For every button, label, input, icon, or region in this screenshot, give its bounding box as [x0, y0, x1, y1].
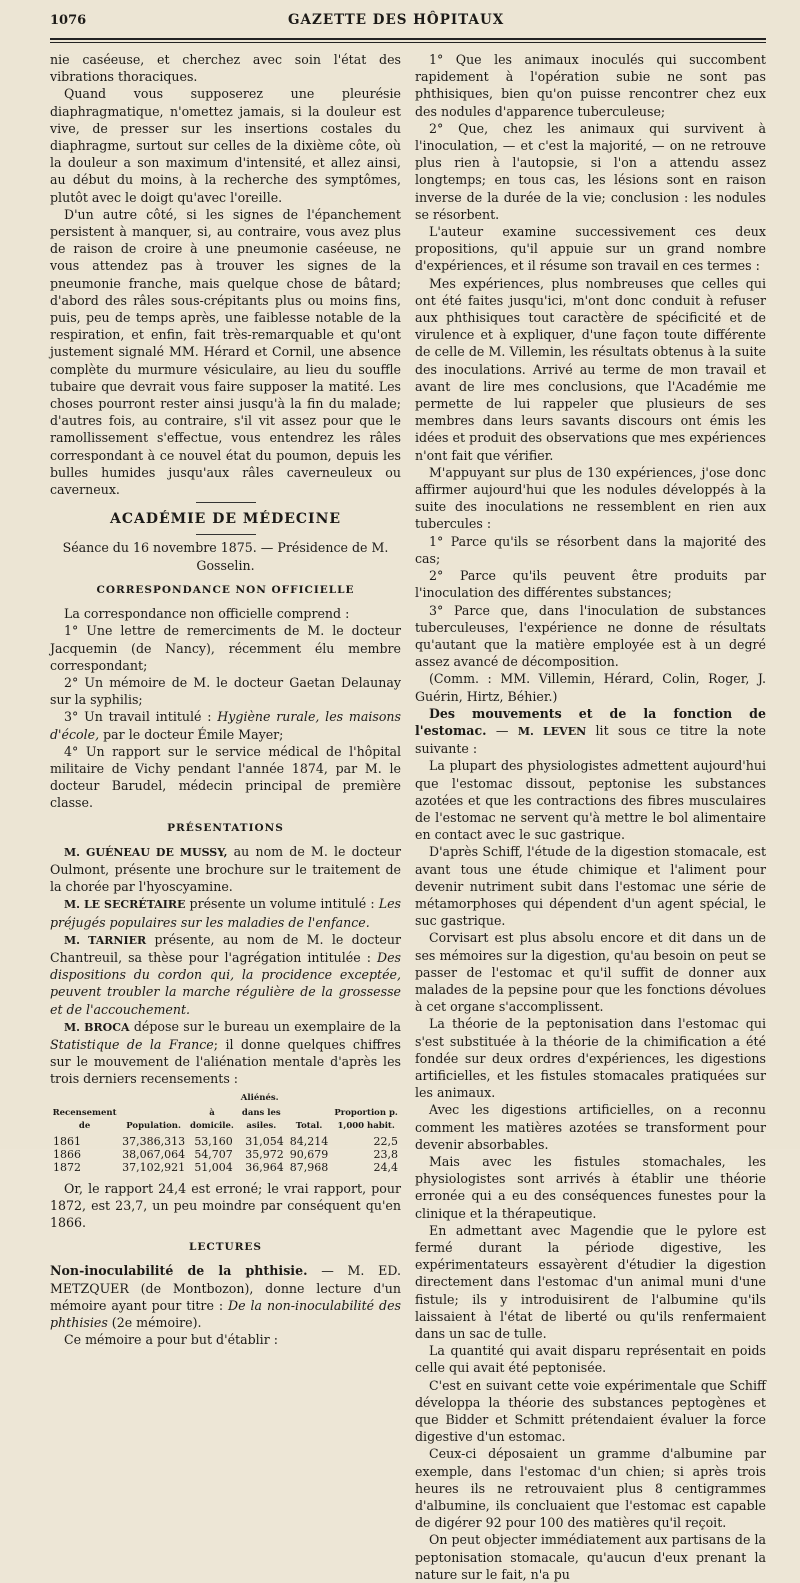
paragraph: La quantité qui avait disparu représentait en poids celle qui avait été peptonisée.: [415, 1343, 766, 1376]
paragraph: Mes expériences, plus nombreuses que celles qui ont été faites jusqu'ici, m'ont donc conduit à refuser aux phthisiques tout caractère de spécificité et de virulence et à expliquer, d'une façon toute différente de celle de M. Villemin, les résultats obtenus à la suite des inoculations. Arrivé au terme de mon travail et avant de lire mes conclusions, que l'Académie me permette de lui rappeler que plusieurs de ses membres dans leurs savants discours ont émis les idées et produit des observations que mes expériences n'ont fait que vérifier.: [415, 275, 766, 463]
list-item: 1° Une lettre de remerciments de M. le docteur Jacquemin (de Nancy), récemment élu membre correspondant;: [50, 623, 401, 673]
paragraph: M. GUÉNEAU DE MUSSY, au nom de M. le docteur Oulmont, présente une brochure sur le traitement de la chorée par l'hyoscyamine.: [50, 843, 401, 895]
paragraph: D'un autre côté, si les signes de l'épanchement persistent à manquer, si, au contraire, vous avez plus de raison de croire à une pneumonie caséeuse, ne vous attendez pas à trouver les signes de la pneumonie franche, mais quelque chose de bâtard; d'abord des râles sous-crépitants plus ou moins fins, puis, peu de temps après, une faiblesse notable de la respiration, et enfin, fait très-remarquable et qu'ont justement signalé MM. Hérard et Cornil, une absence complète du murmure vésiculaire, au lieu du souffle tubaire que devrait vous faire supposer la matité. Les choses pourront rester ainsi jusqu'à la fin du malade; d'autres fois, au contraire, s'il vit assez pour que le ramollissement s'effectue, vous entendrez les râles correspondant à ce nouvel état du poumon, depuis les bulles humides jusqu'aux râles caverneuleux ou caverneux.: [50, 206, 401, 498]
paragraph: M'appuyant sur plus de 130 expériences, j'ose donc affirmer aujourd'hui que les nodules développés à la suite des inoculations ne ressemblent en rien aux tubercules :: [415, 464, 766, 532]
paragraph: C'est en suivant cette voie expérimentale que Schiff développa la théorie des substances peptogènes et que Bidder et Schmitt prétendaient évaluer la force digestive d'un estomac.: [415, 1377, 766, 1445]
paragraph: Des mouvements et de la fonction de l'estomac. — M. LEVEN lit sous ce titre la note suivante :: [415, 705, 766, 757]
paragraph: Ceux-ci déposaient un gramme d'albumine par exemple, dans l'estomac d'un chien; si après trois heures ils ne retrouvaient plus 8 centigrammes d'albumine, ils concluaient que l'estomac est capable de digérer 92 pour 100 des matières qu'il reçoit.: [415, 1446, 766, 1531]
speaker-name: M. LE SECRÉTAIRE: [64, 898, 186, 912]
work-title: Les préjugés populaires sur les maladies de l'enfance.: [50, 896, 402, 930]
paragraph: nie caséeuse, et cherchez avec soin l'état des vibrations thoraciques.: [50, 52, 401, 85]
paragraph: Avec les digestions artificielles, on a reconnu comment les matières azotées se transforment pour devenir absorbables.: [415, 1102, 766, 1152]
paragraph: L'auteur examine successivement ces deux propositions, qu'il appuie sur un grand nombre d'expériences, et il résume son travail en ces termes :: [415, 224, 766, 274]
page-number: 1076: [50, 13, 87, 28]
subsection-title-presentations: PRÉSENTATIONS: [167, 821, 284, 834]
speaker-name: M. LEVEN: [517, 724, 587, 738]
table-row: 1872 37,102,921 51,004 36,964 87,968 24,4: [53, 1160, 398, 1174]
work-title: Des dispositions du cordon qui, la procidence exceptée, peuvent troubler la marche régulière de la grossesse et de l'accouchement.: [50, 949, 401, 1017]
article-title: Non-inoculabilité de la phthisie.: [50, 1263, 308, 1279]
paragraph: En admettant avec Magendie que le pylore est fermé durant la période digestive, les expérimentateurs essayèrent d'étudier la digestion directement dans l'estomac d'un animal muni d'une fistule; ils y introduisirent de l'albumine qu'ils laissaient à l'état de liberté ou qu'ils renfermaient dans un sac de tulle.: [415, 1222, 766, 1342]
paragraph: Corvisart est plus absolu encore et dit dans un de ses mémoires sur la digestion, qu'au besoin on peut se passer de l'estomac et qu'il suffit de donner aux malades de la pepsine pour que les fonctions dévolues à cet organe s'accomplissent.: [415, 930, 766, 1015]
census-table: [50, 1092, 401, 1174]
paragraph: La théorie de la peptonisation dans l'estomac qui s'est substituée à la théorie de la chimification a été fondée sur deux ordres d'expériences, les digestions artificielles, et les fistules stomacales pratiquées sur les animaux.: [415, 1016, 766, 1101]
paragraph: Ce mémoire a pour but d'établir :: [64, 1332, 278, 1348]
work-title: De la non-inoculabilité des phthisies: [50, 1297, 401, 1330]
list-item: 1° Que les animaux inoculés qui succombent rapidement à l'opération subie ne sont pas phthisiques, bien qu'on puisse rencontrer chez eux des nodules d'apparence tuberculeuse;: [415, 52, 766, 119]
list-item: 3° Un travail intitulé : Hygiène rurale, les maisons d'école, par le docteur Émile Mayer;: [50, 709, 401, 742]
column-header: Recensement de: [52, 1107, 117, 1131]
speaker-name: M. GUÉNEAU DE MUSSY,: [64, 845, 228, 859]
aliens-group-label: Aliénés.: [240, 1092, 279, 1103]
column-header: à domicile.: [190, 1107, 234, 1131]
text-columns: [50, 51, 766, 1583]
paragraph: Quand vous supposerez une pleurésie diaphragmatique, n'omettez jamais, si la douleur est vive, de presser sur les insertions costales du diaphragme, surtout sur celles de la dixième côte, où la douleur a son maximum d'intensité, et allez ainsi, au début du moins, à la recherche des symptômes, plutôt avec le doigt qu'avec l'oreille.: [50, 86, 401, 205]
table-row: 1866 38,067,064 54,707 35,972 90,679 23,8: [53, 1147, 398, 1161]
divider: [196, 502, 256, 503]
section-title-academie: ACADÉMIE DE MÉDECINE: [109, 511, 342, 528]
paragraph: (Comm. : MM. Villemin, Hérard, Colin, Roger, J. Guérin, Hirtz, Béhier.): [415, 671, 766, 704]
left-column: [50, 51, 401, 1583]
newspaper-title: GAZETTE DES HÔPITAUX: [287, 12, 505, 28]
paragraph: Or, le rapport 24,4 est erroné; le vrai rapport, pour 1872, est 23,7, un peu moindre par conséquent qu'en 1866.: [50, 1180, 401, 1230]
paragraph: M. LE SECRÉTAIRE présente un volume intitulé : Les préjugés populaires sur les maladies de l'enfance.: [50, 896, 402, 930]
right-column: [415, 51, 766, 1583]
column-header: Total.: [295, 1120, 323, 1131]
paragraph: La plupart des physiologistes admettent aujourd'hui que l'estomac dissout, peptonise les substances azotées et que les contractions des fibres musculaires de l'estomac ne servent qu'à mettre le bol alimentaire en contact avec le suc gastrique.: [415, 758, 766, 843]
subsection-title-lectures: LECTURES: [188, 1241, 263, 1254]
list-item: 2° Que, chez les animaux qui survivent à l'inoculation, — et c'est la majorité, — on ne retrouve plus rien à l'autopsie, si l'on a attendu assez longtemps; en tous cas, les lésions sont en raison inverse de la durée de la vie; conclusion : les nodules se résorbent.: [415, 120, 766, 222]
seance-line: Séance du 16 novembre 1875. — Présidence de M. Gosselin.: [62, 540, 389, 573]
paragraph: La correspondance non officielle comprend :: [64, 606, 350, 622]
paragraph: Non-inoculabilité de la phthisie. — M. ED. METZQUER (de Montbozon), donne lecture d'un mémoire ayant pour titre : De la non-inoculabilité des phthisies (2e mémoire).: [50, 1263, 401, 1330]
paragraph: M. BROCA dépose sur le bureau un exemplaire de la Statistique de la France; il donne quelques chiffres sur le mouvement de l'aliénation mentale d'après les trois derniers recensements :: [50, 1018, 401, 1087]
paragraph: D'après Schiff, l'étude de la digestion stomacale, est avant tous une étude chimique et l'aliment pour devenir nutriment subit dans l'estomac une série de métamorphoses qui dépendent d'un agent spécial, le suc gastrique.: [415, 844, 766, 929]
column-header: Proportion p. 1,000 habit.: [334, 1107, 398, 1131]
speaker-name: M. BROCA: [64, 1020, 130, 1034]
list-item: 2° Un mémoire de M. le docteur Gaetan Delaunay sur la syphilis;: [50, 674, 401, 708]
list-item: 1° Parce qu'ils se résorbent dans la majorité des cas;: [415, 533, 766, 566]
divider: [196, 534, 256, 535]
paragraph: M. TARNIER présente, au nom de M. le docteur Chantreuil, sa thèse pour l'agrégation intitulée : Des dispositions du cordon qui, la procidence exceptée, peuvent troubler la marche régulière de la grossesse et de l'accouchement.: [50, 931, 402, 1017]
paragraph: Mais avec les fistules stomachales, les physiologistes sont arrivés à établir une théorie erronée qui a eu des conséquences funestes pour la clinique et la thérapeutique.: [415, 1154, 766, 1221]
column-header: dans les asiles.: [241, 1107, 281, 1131]
page-header: [50, 12, 766, 32]
column-header: Population.: [126, 1120, 181, 1131]
header-rule: [50, 38, 766, 43]
paragraph: On peut objecter immédiatement aux partisans de la peptonisation stomacale, qu'aucun d'eux prenant la nature sur le fait, n'a pu: [415, 1532, 766, 1582]
table-row: 1861 37,386,313 53,160 31,054 84,214 22,5: [53, 1134, 398, 1148]
work-title: Statistique de la France: [50, 1036, 214, 1052]
list-item: 4° Un rapport sur le service médical de l'hôpital militaire de Vichy pendant l'année 1874, par M. le docteur Barudel, médecin principal de première classe.: [50, 743, 401, 811]
list-item: 2° Parce qu'ils peuvent être produits par l'inoculation des différentes substances;: [415, 568, 766, 601]
article-title: Des mouvements et de la fonction de l'estomac.: [415, 705, 766, 738]
list-item: 3° Parce que, dans l'inoculation de substances tuberculeuses, l'expérience ne donne de résultats qu'autant que la matière employée est à un degré assez avancé de décomposition.: [415, 602, 766, 670]
subsection-title-correspondance: CORRESPONDANCE NON OFFICIELLE: [96, 583, 355, 596]
speaker-name: M. TARNIER: [64, 933, 147, 947]
work-title: Hygiène rurale, les maisons d'école,: [50, 709, 401, 742]
